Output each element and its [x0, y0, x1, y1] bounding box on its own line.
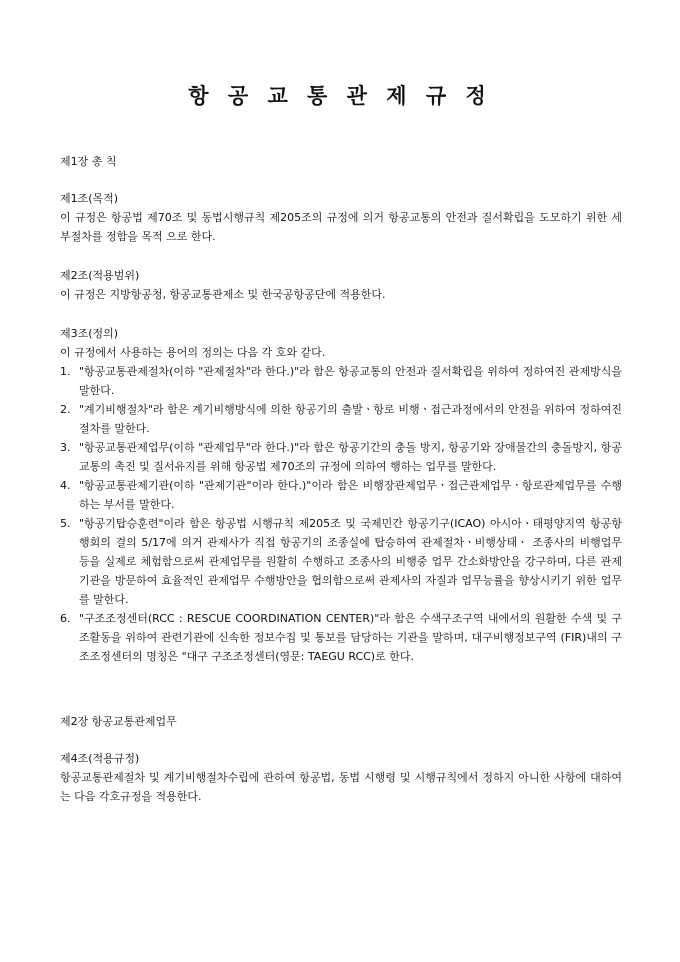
chapter-2-heading: 제2장 항공교통관제업무 [60, 715, 177, 728]
definition-item [60, 514, 622, 609]
definition-number: 2. [60, 403, 71, 416]
article-2 [60, 266, 622, 304]
article-3-intro: 이 규정에서 사용하는 용어의 정의는 다음 각 호와 같다. [60, 346, 326, 359]
definition-text: "항공교통관제절차(이하 "관제절차"라 한다.)"라 함은 항공교통의 안전과 질서확립을 위하여 정하여진 관제방식을 말한다. [79, 365, 622, 397]
definition-item [60, 400, 622, 438]
definition-number: 1. [60, 365, 71, 378]
definition-list [60, 362, 622, 666]
definition-number: 4. [60, 479, 71, 492]
article-2-heading: 제2조(적용범위) [60, 269, 140, 282]
chapter-1-heading: 제1장 총 칙 [60, 155, 117, 168]
article-3-heading: 제3조(정의) [60, 327, 119, 340]
definition-item [60, 476, 622, 514]
article-1-heading: 제1조(목적) [60, 192, 119, 205]
article-1-text: 이 규정은 항공법 제70조 및 동법시행규칙 제205조의 규정에 의거 항공교통의 안전과 질서확립을 도모하기 위한 세부절차를 정함을 목적 으로 한다. [60, 211, 622, 243]
definition-number: 6. [60, 612, 71, 625]
definition-number: 3. [60, 441, 71, 454]
definition-text: "구조조정센터(RCC : RESCUE COORDINATION CENTER)"라 함은 수색구조구역 내에서의 원활한 수색 및 구조활동을 위하여 관련기관에 신속한 정보수집 및 통보를 담당하는 기관을 말하며, 대구비행정보구역 (FIR)내의 구조조정센터의 명칭은 "대구 구조조정센터(영문: TAEGU RCC)로 한다. [79, 612, 622, 663]
article-4 [60, 749, 622, 806]
article-4-heading: 제4조(적용규정) [60, 752, 140, 765]
article-2-text: 이 규정은 지방항공청, 항공교통관제소 및 한국공항공단에 적용한다. [60, 288, 386, 301]
definition-item [60, 438, 622, 476]
article-3 [60, 324, 622, 666]
definition-item [60, 362, 622, 400]
document-title: 항 공 교 통 관 제 규 정 [188, 83, 492, 108]
article-4-text: 항공교통관제절차 및 계기비행절차수립에 관하여 항공법, 동법 시행령 및 시행규칙에서 정하지 아니한 사항에 대하여는 다음 각호규정을 적용한다. [60, 771, 622, 803]
article-1 [60, 189, 622, 246]
definition-number: 5. [60, 517, 71, 530]
definition-item [60, 609, 622, 666]
definition-text: "항공교통관제기관(이하 "관제기관"이라 한다.)"이라 함은 비행장관제업무ㆍ접근관제업무ㆍ항로관제업무를 수행하는 부서를 말한다. [79, 479, 622, 511]
document-body [60, 152, 622, 826]
definition-text: "항공기탑승훈련"이라 함은 항공법 시행규칙 제205조 및 국제민간 항공기구(ICAO) 아시아ㆍ태평양지역 항공항행회의 결의 5/17에 의거 관제사가 직접 항공기의 조종실에 탑승하여 관제절차ㆍ비행상태ㆍ 조종사의 비행업무 등을 실제로 체험함으로써 관제업무를 원활히 수행하고 조종사의 비행중 업무 간소화방안을 강구하며, 다른 관제 기관을 방문하여 효율적인 관제업무 수행방안을 협의함으로써 관제사의 자질과 업무능률을 향상시키기 위한 업무를 말한다. [79, 517, 622, 606]
definition-text: "계기비행절차"라 함은 계기비행방식에 의한 항공기의 출발ㆍ항로 비행ㆍ접근과정에서의 안전을 위하여 정하여진 절차를 말한다. [79, 403, 622, 435]
definition-text: "항공교통관제업무(이하 "관제업무"라 한다.)"라 함은 항공기간의 충돌 방지, 항공기와 장애물간의 충돌방지, 항공교통의 촉진 및 질서유지를 위해 항공법 제70조의 규정에 의하여 행하는 업무를 말한다. [79, 441, 622, 473]
